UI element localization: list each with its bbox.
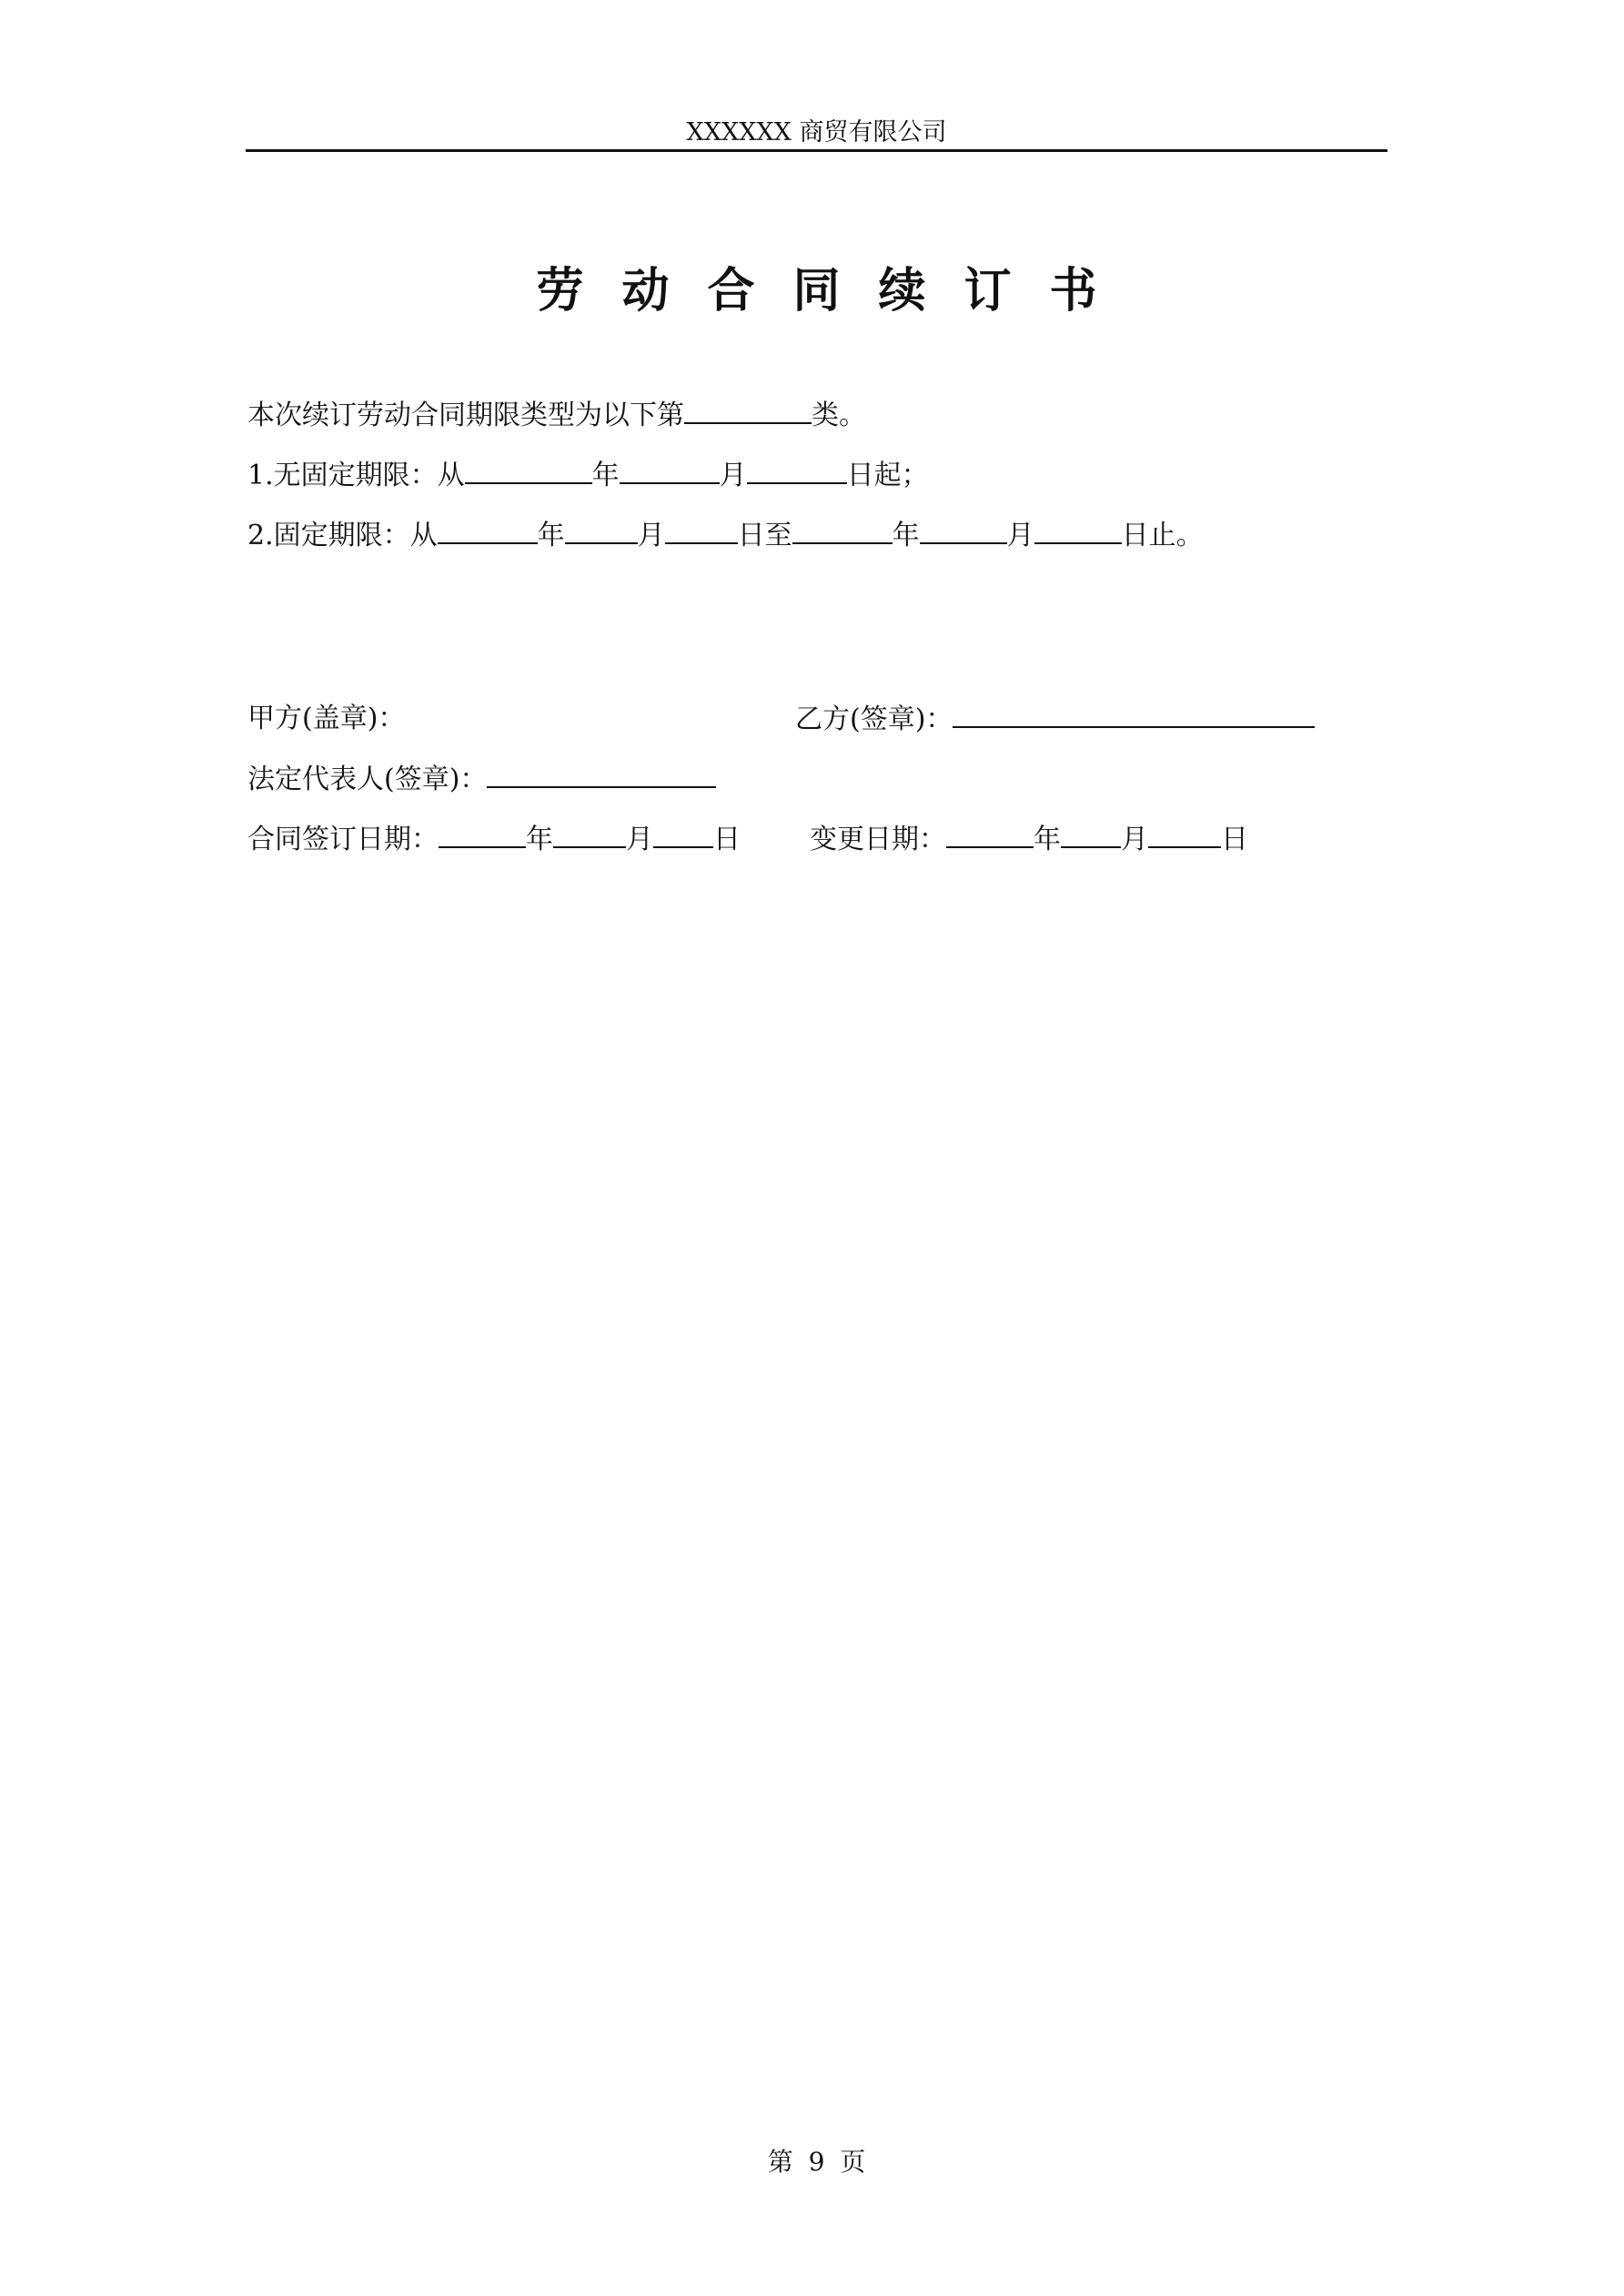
change-date-line	[810, 819, 1248, 860]
party-a-line	[247, 699, 405, 739]
option2-month2-label: 月	[1006, 520, 1034, 551]
option1-month-label: 月	[719, 460, 747, 491]
party-b-signature-blank[interactable]	[953, 699, 1315, 728]
sign-date-label: 合同签订日期：	[247, 824, 439, 855]
sign-day-label: 日	[713, 824, 741, 855]
term-type-line	[247, 395, 866, 436]
sign-month-label: 月	[626, 824, 653, 855]
legal-rep-label: 法定代表人(签章)：	[247, 764, 488, 795]
option2-month-label: 月	[637, 520, 665, 551]
legal-rep-signature-blank[interactable]	[487, 759, 716, 788]
change-day-blank[interactable]	[1148, 819, 1221, 848]
party-b-label: 乙方(签章)：	[795, 703, 953, 735]
legal-rep-line	[247, 759, 716, 800]
change-year-blank[interactable]	[946, 819, 1034, 848]
option2-day-to-label: 日至	[737, 520, 792, 551]
party-b-line	[795, 699, 1315, 740]
term-type-suffix: 类。	[812, 400, 866, 431]
change-day-label: 日	[1221, 824, 1248, 855]
option2-month-blank[interactable]	[565, 515, 638, 544]
option2-day2-blank[interactable]	[1034, 515, 1122, 544]
option1-label: 1.无固定期限：从	[247, 460, 465, 491]
document-title: 劳动合同续订书	[536, 264, 1135, 319]
option2-year2-label: 年	[892, 520, 920, 551]
term-type-prefix: 本次续订劳动合同期限类型为以下第	[247, 400, 684, 431]
sign-year-label: 年	[526, 824, 553, 855]
sign-day-blank[interactable]	[653, 819, 713, 848]
option-open-ended-line	[247, 455, 929, 496]
option1-end-label: 日起；	[846, 460, 929, 491]
option2-month2-blank[interactable]	[920, 515, 1007, 544]
change-year-label: 年	[1034, 824, 1061, 855]
page-number: 第 9 页	[767, 2147, 866, 2177]
option2-year-blank[interactable]	[438, 515, 538, 544]
option1-day-blank[interactable]	[747, 455, 847, 484]
term-type-blank[interactable]	[684, 395, 812, 424]
option1-month-blank[interactable]	[620, 455, 720, 484]
option2-year-label: 年	[537, 520, 565, 551]
change-month-label: 月	[1121, 824, 1148, 855]
option2-label: 2.固定期限：从	[247, 520, 438, 551]
change-month-blank[interactable]	[1061, 819, 1121, 848]
party-a-label: 甲方(盖章)：	[247, 703, 406, 734]
sign-month-blank[interactable]	[553, 819, 626, 848]
sign-date-line	[247, 819, 741, 860]
change-date-label: 变更日期：	[810, 824, 946, 855]
option1-year-blank[interactable]	[465, 455, 592, 484]
sign-year-blank[interactable]	[439, 819, 526, 848]
header-company-name: XXXXXX 商贸有限公司	[686, 118, 947, 147]
option2-year2-blank[interactable]	[792, 515, 893, 544]
option2-end-label: 日止。	[1121, 520, 1204, 551]
header-divider	[246, 149, 1387, 152]
option2-day-blank[interactable]	[665, 515, 738, 544]
option1-year-label: 年	[591, 460, 620, 491]
option-fixed-term-line	[247, 515, 1204, 556]
